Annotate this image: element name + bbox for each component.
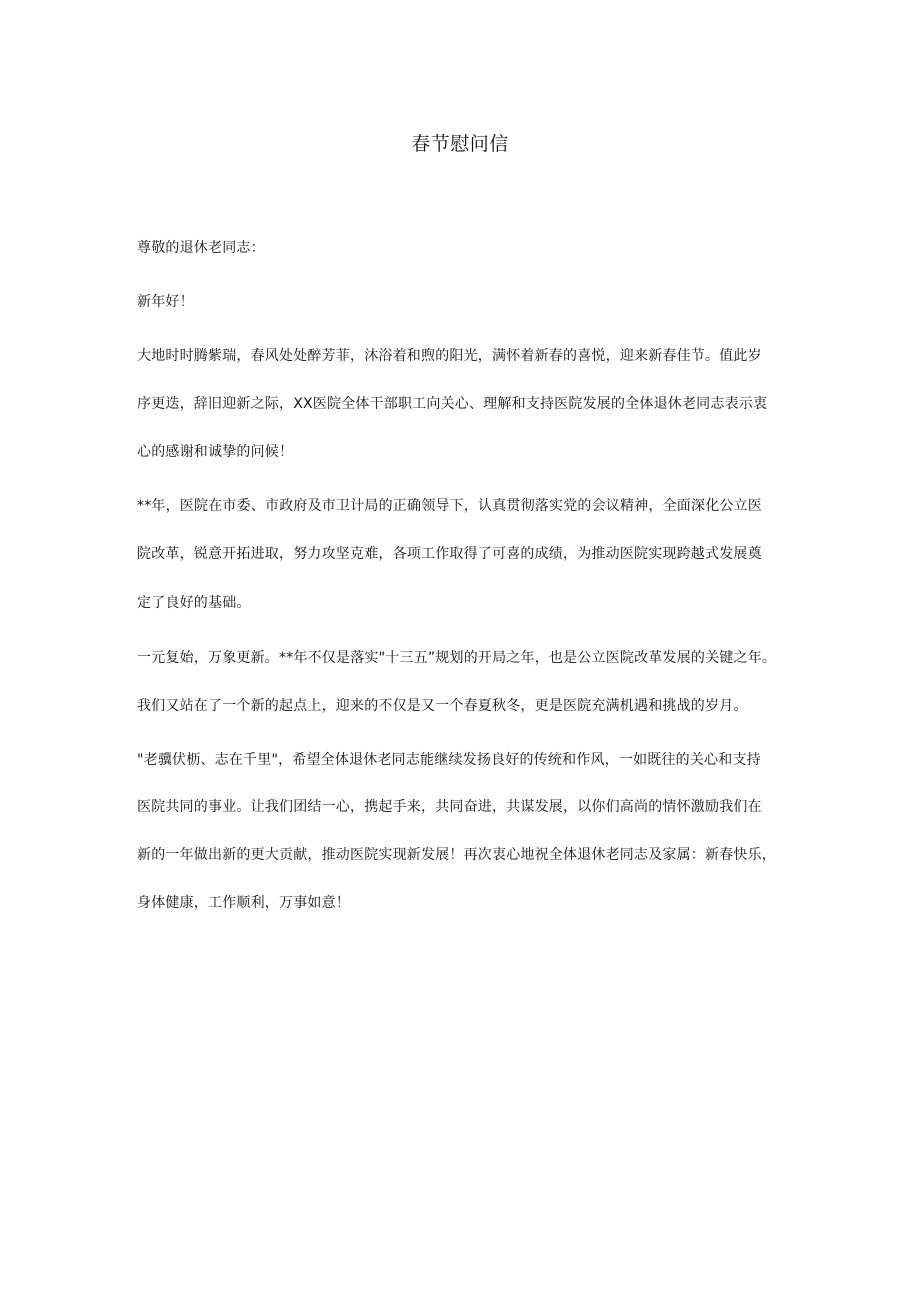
paragraph-line: 大地时时腾紫瑞，春风处处醉芳菲，沐浴着和煦的阳光，满怀着新春的喜悦，迎来新春佳节。值此岁 [137, 348, 762, 364]
letter-title: 春节慰问信 [411, 133, 509, 155]
paragraph-line: 心的感谢和诚挚的问候！ [137, 444, 294, 460]
paragraph-line: 定了良好的基础。 [137, 595, 251, 611]
greeting: 新年好！ [137, 294, 194, 310]
paragraph-line: 我们又站在了一个新的起点上，迎来的不仅是又一个春夏秋冬，更是医院充满机遇和挑战的岁月。 [137, 698, 748, 714]
paragraph-line: 医院共同的事业。让我们团结一心，携起手来，共同奋进，共谋发展，以你们高尚的情怀激励我们在 [137, 799, 762, 815]
paragraph-line: 身体健康，工作顺利，万事如意！ [137, 895, 350, 911]
paragraph-line: 新的一年做出新的更大贡献，推动医院实现新发展！再次衷心地祝全体退休老同志及家属：新春快乐， [137, 847, 776, 863]
paragraph-line: 序更迭，辞旧迎新之际，XX医院全体干部职工向关心、理解和支持医院发展的全体退休老同志表示衷 [137, 396, 768, 412]
paragraph-line: 一元复始，万象更新。**年不仅是落实"十三五”规划的开局之年，也是公立医院改革发展的关键之年。 [137, 650, 777, 666]
paragraph-line: 院改革，锐意开拓进取，努力攻坚克难，各项工作取得了可喜的成绩，为推动医院实现跨越式发展奠 [137, 546, 762, 562]
paragraph-line: "老骥伏枥、志在千里"，希望全体退休老同志能继续发扬良好的传统和作风，一如既往的关心和支持 [137, 752, 761, 768]
paragraph-line: **年，医院在市委、市政府及市卫计局的正确领导下，认真贯彻落实党的会议精神，全面深化公立医 [137, 498, 762, 514]
salutation: 尊敬的退休老同志： [137, 240, 265, 256]
